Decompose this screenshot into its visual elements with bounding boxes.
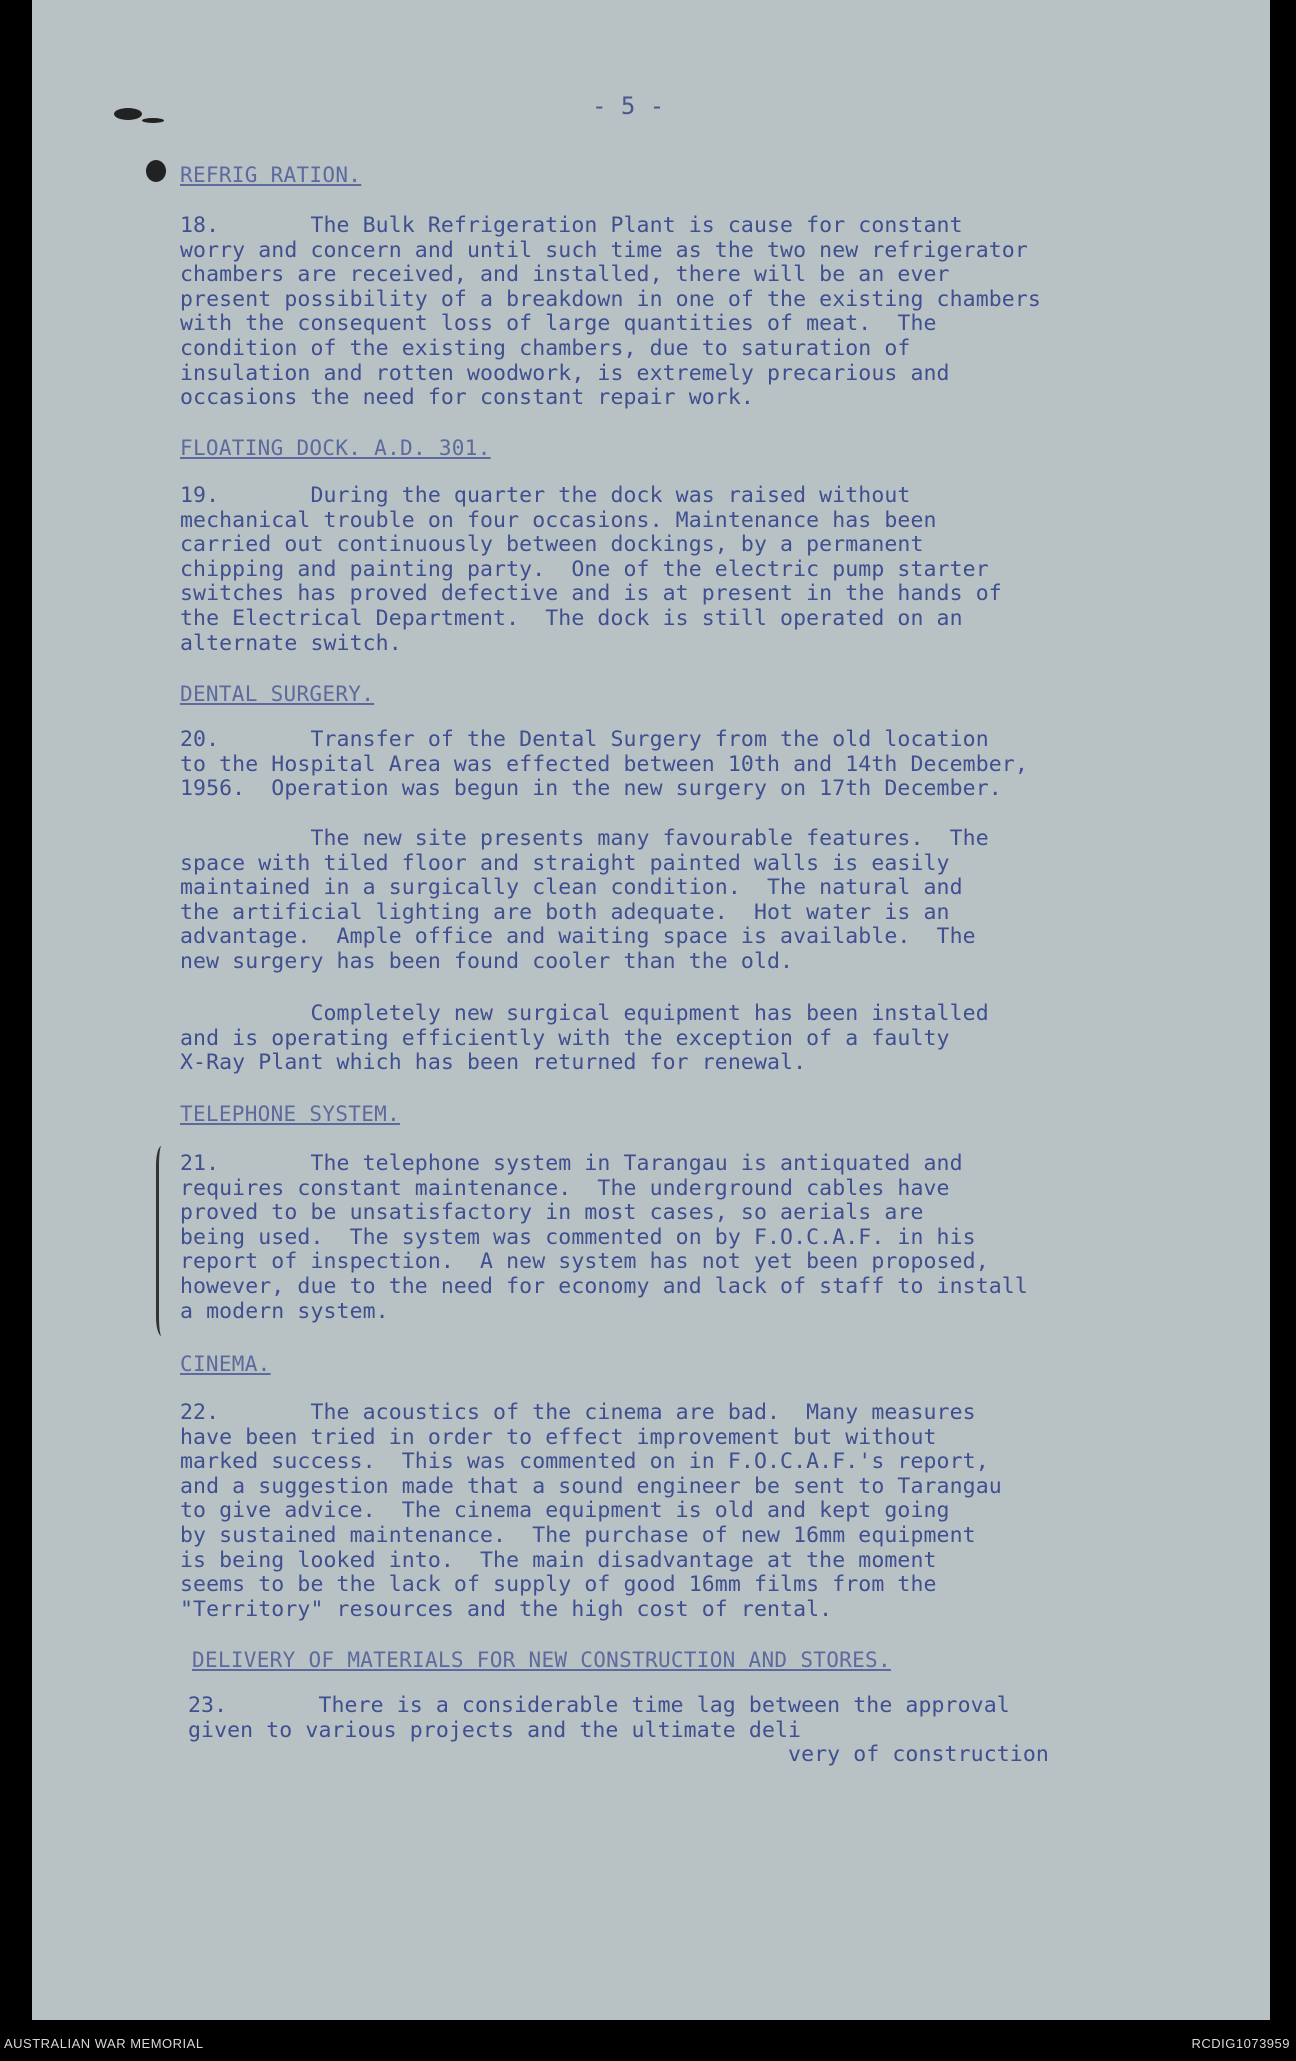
section-heading-refrigeration: REFRIG RATION.: [180, 163, 362, 187]
document-page: [32, 0, 1270, 2020]
paragraph-20-c: Completely new surgical equipment has been installed and is operating efficiently with the exception of a faulty X-Ray Plant which has been returned for renewal.: [180, 1001, 989, 1076]
paragraph-20: 20. Transfer of the Dental Surgery from the old location to the Hospital Area was effected between 10th and 14th December, 1956. Operation was begun in the new surgery on 17th December.: [180, 727, 1028, 802]
ink-blot: [114, 108, 142, 120]
section-heading-delivery-of-materials: DELIVERY OF MATERIALS FOR NEW CONSTRUCTION AND STORES.: [192, 1648, 891, 1672]
paragraph-22: 22. The acoustics of the cinema are bad. Many measures have been tried in order to effect improvement but without marked success. This was commented on in F.O.C.A.F.'s report, and a suggestion made that a sound engineer be sent to Tarangau to give advice. The cinema equipment is old and kept going by sustained maintenance. The purchase of new 16mm equipment is being looked into. The main disadvantage at the moment seems to be the lack of supply of good 16mm films from the "Territory" resources and the high cost of rental.: [180, 1400, 1002, 1622]
paragraph-21: 21. The telephone system in Tarangau is antiquated and requires constant maintenance. The underground cables have proved to be unsatisfactory in most cases, so aerials are being used. The system was commented on by F.O.C.A.F. in his report of inspection. A new system has not yet been proposed, however, due to the need for economy and lack of staff to install a modern system.: [180, 1151, 1028, 1324]
footer-archive-name: AUSTRALIAN WAR MEMORIAL: [4, 2036, 204, 2051]
page-number: - 5 -: [592, 92, 665, 120]
ink-blot: [146, 160, 166, 182]
paragraph-20-b: The new site presents many favourable features. The space with tiled floor and straight painted walls is easily maintained in a surgically clean condition. The natural and the artificial lighting are both adequate. Hot water is an advantage. Ample office and waiting space is available. The new surgery has been found cooler than the old.: [180, 826, 989, 974]
paragraph-18: 18. The Bulk Refrigeration Plant is cause for constant worry and concern and until such time as the two new refrigerator chambers are received, and installed, there will be an ever present possibility of a breakdown in one of the existing chambers with the consequent loss of large quantities of meat. The condition of the existing chambers, due to saturation of insulation and rotten woodwork, is extremely precarious and occasions the need for constant repair work.: [180, 213, 1041, 411]
paragraph-19: 19. During the quarter the dock was raised without mechanical trouble on four occasions. Maintenance has been carried out continuously between dockings, by a permanent chipping and painting party. One of the electric pump starter switches has proved defective and is at present in the hands of the Electrical Department. The dock is still operated on an alternate switch.: [180, 483, 1002, 656]
section-heading-floating-dock: FLOATING DOCK. A.D. 301.: [180, 436, 491, 460]
margin-mark: [156, 1146, 167, 1336]
section-heading-dental-surgery: DENTAL SURGERY.: [180, 682, 375, 706]
paragraph-23: 23. There is a considerable time lag between the approval given to various projects and the ultimate deli very of construction: [188, 1693, 1049, 1768]
section-heading-cinema: CINEMA.: [180, 1352, 271, 1376]
ink-blot: [142, 118, 164, 123]
footer-record-id: RCDIG1073959: [1191, 2036, 1290, 2051]
section-heading-telephone-system: TELEPHONE SYSTEM.: [180, 1102, 401, 1126]
